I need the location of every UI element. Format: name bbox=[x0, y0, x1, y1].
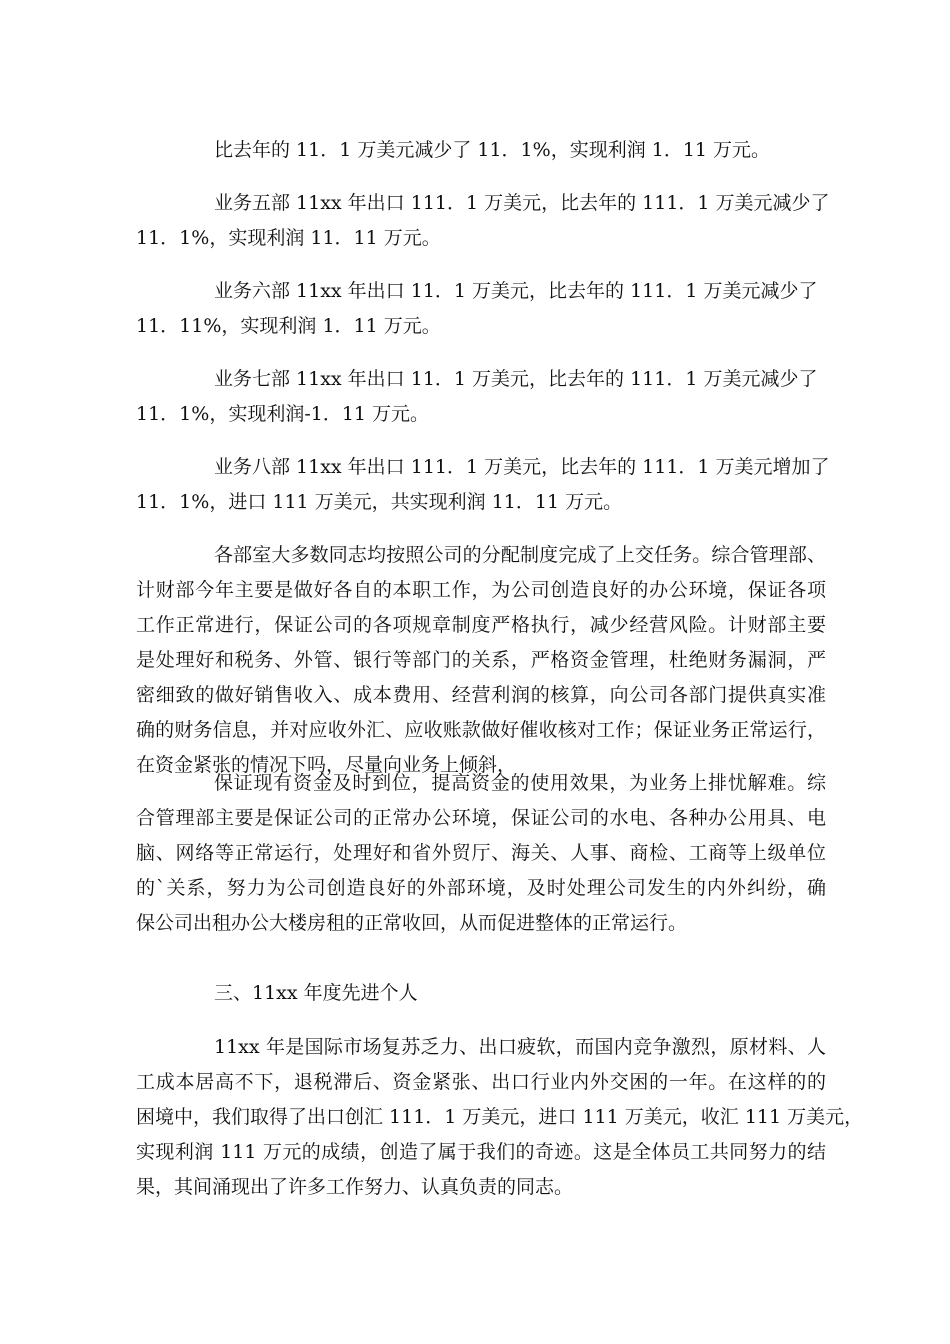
paragraph-line: 是处理好和税务、外管、银行等部门的关系，严格资金管理，杜绝财务漏洞，严 bbox=[136, 649, 826, 671]
paragraph-line: 合管理部主要是保证公司的正常办公环境，保证公司的水电、各种办公用具、电 bbox=[136, 807, 826, 829]
paragraph-7 bbox=[136, 766, 826, 941]
paragraph-3 bbox=[136, 274, 826, 344]
paragraph-line: 困境中，我们取得了出口创汇 111．1 万美元，进口 111 万美元，收汇 111 万美元， bbox=[136, 1106, 864, 1128]
paragraph-6 bbox=[136, 538, 826, 783]
paragraph-line: 11．1%，实现利润-1．11 万元。 bbox=[136, 403, 430, 425]
section-heading-text: 三、11xx 年度先进个人 bbox=[214, 982, 418, 1004]
paragraph-line: 11．1%，进口 111 万美元，共实现利润 11．11 万元。 bbox=[136, 491, 623, 513]
paragraph-line: 业务六部 11xx 年出口 11．1 万美元，比去年的 111．1 万美元减少了 bbox=[214, 280, 818, 302]
paragraph-4 bbox=[136, 362, 826, 432]
paragraph-line: 在资金紧张的情况下吗，尽量向业务上倾斜， bbox=[136, 754, 517, 776]
paragraph-5 bbox=[136, 450, 830, 520]
paragraph-9 bbox=[136, 1030, 864, 1205]
paragraph-line: 比去年的 11．1 万美元减少了 11．1%，实现利润 1．11 万元。 bbox=[214, 139, 771, 161]
paragraph-2 bbox=[136, 186, 830, 256]
paragraph-line: 业务七部 11xx 年出口 11．1 万美元，比去年的 111．1 万美元减少了 bbox=[214, 368, 818, 390]
paragraph-line: 密细致的做好销售收入、成本费用、经营利润的核算，向公司各部门提供真实准 bbox=[136, 684, 826, 706]
paragraph-line: 的`关系，努力为公司创造良好的外部环境，及时处理公司发生的内外纠纷，确 bbox=[136, 877, 826, 899]
paragraph-line: 确的财务信息，并对应收外汇、应收账款做好催收核对工作；保证业务正常运行， bbox=[136, 719, 826, 741]
paragraph-line: 11．11%，实现利润 1．11 万元。 bbox=[136, 315, 441, 337]
paragraph-line: 业务八部 11xx 年出口 111．1 万美元，比去年的 111．1 万美元增加了 bbox=[214, 456, 830, 478]
paragraph-line: 11xx 年是国际市场复苏乏力、出口疲软，而国内竞争激烈，原材料、人 bbox=[214, 1036, 826, 1058]
paragraph-line: 各部室大多数同志均按照公司的分配制度完成了上交任务。综合管理部、 bbox=[214, 544, 826, 566]
paragraph-line: 工成本居高不下，退税滞后、资金紧张、出口行业内外交困的一年。在这样的的 bbox=[136, 1071, 826, 1093]
paragraph-line: 11．1%，实现利润 11．11 万元。 bbox=[136, 227, 441, 249]
paragraph-line: 保公司出租办公大楼房租的正常收回，从而促进整体的正常运行。 bbox=[136, 912, 688, 934]
section-heading bbox=[136, 976, 826, 1011]
paragraph-line: 业务五部 11xx 年出口 111．1 万美元，比去年的 111．1 万美元减少了 bbox=[214, 192, 830, 214]
paragraph-line: 计财部今年主要是做好各自的本职工作，为公司创造良好的办公环境，保证各项 bbox=[136, 579, 826, 601]
paragraph-line: 实现利润 111 万元的成绩，创造了属于我们的奇迹。这是全体员工共同努力的结 bbox=[136, 1141, 826, 1163]
paragraph-line: 保证现有资金及时到位，提高资金的使用效果，为业务上排忧解难。综 bbox=[214, 772, 826, 794]
paragraph-line: 脑、网络等正常运行，处理好和省外贸厅、海关、人事、商检、工商等上级单位 bbox=[136, 842, 826, 864]
paragraph-line: 果，其间涌现出了许多工作努力、认真负责的同志。 bbox=[136, 1176, 574, 1198]
paragraph-line: 工作正常进行，保证公司的各项规章制度严格执行，减少经营风险。计财部主要 bbox=[136, 614, 826, 636]
paragraph-1 bbox=[136, 133, 826, 168]
